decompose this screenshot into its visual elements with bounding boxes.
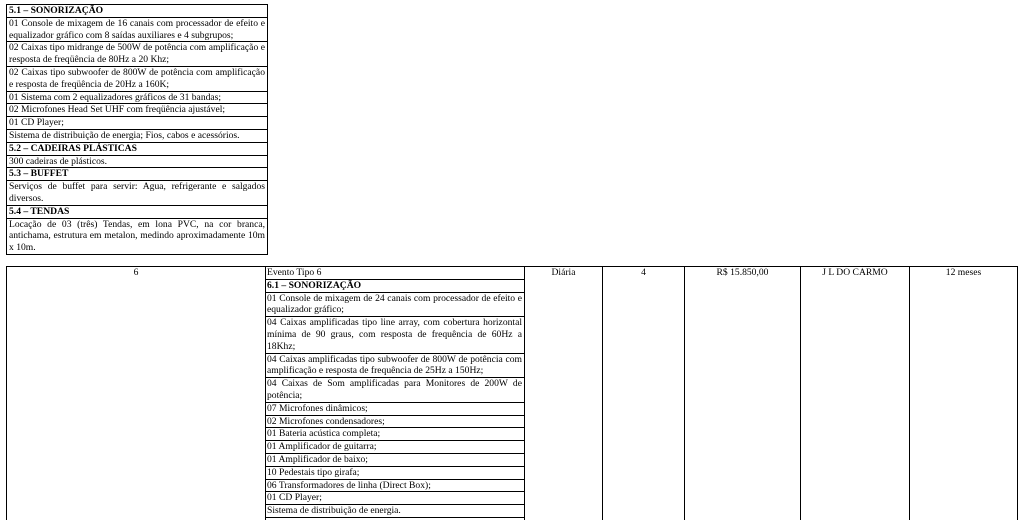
table-left-border [6, 266, 7, 520]
event6-description-block [265, 267, 524, 518]
description-line: Evento Tipo 6 [265, 267, 524, 280]
description-line: 01 Amplificador de baixo; [265, 454, 524, 467]
description-line: 04 Caixas de Som amplificadas para Monitores de 200W de potência; [267, 378, 522, 401]
description-line: Sistema de distribuição de energia. [265, 505, 524, 518]
row6-term: 12 meses [945, 267, 982, 278]
description-line: 01 Bateria acústica completa; [265, 428, 524, 441]
col-divider-6 [909, 266, 910, 520]
description-line: 01 Console de mixagem de 24 canais com processador de efeito e equalizador gráfico; [267, 292, 522, 316]
col-divider-3 [602, 266, 603, 520]
col-divider-2 [524, 266, 525, 520]
section-heading: 5.4 – TENDAS [7, 206, 267, 219]
description-line: 01 CD Player; [7, 117, 267, 130]
table-right-border [1017, 266, 1018, 520]
row6-price: R$ 15.850,00 [716, 267, 769, 278]
description-line: 07 Microfones dinâmicos; [265, 403, 524, 416]
description-line: 10 Pedestais tipo girafa; [265, 467, 524, 480]
description-line: 04 Caixas amplificadas tipo subwoofer de 800W de potência com amplificação e resposta de frequência de 25Hz a 150Hz; [267, 353, 522, 377]
row6-company: J L DO CARMO [822, 267, 888, 278]
description-line: 02 Microfones Head Set UHF com freqüência ajustável; [7, 104, 267, 117]
col-divider-4 [684, 266, 685, 520]
row6-item-number: 6 [133, 267, 139, 278]
description-line: Locação de 03 (três) Tendas, em lona PVC, na cor branca, antichama, estrutura em metalon, medindo aproximadamente 10m x 10m. [9, 218, 265, 254]
row6-unit: Diária [551, 267, 576, 278]
description-line: 04 Caixas amplificadas tipo line array, com cobertura horizontal mínima de 90 graus, com resposta de frequência de 60Hz a 18Khz; [267, 317, 522, 352]
description-line: Sistema de distribuição de energia; Fios, cabos e acessórios. [7, 130, 267, 143]
col-divider-5 [800, 266, 801, 520]
section-heading: 5.3 – BUFFET [7, 168, 267, 181]
description-line: Serviços de buffet para servir: Agua, refrigerante e salgados diversos. [9, 181, 265, 204]
description-line: 300 cadeiras de plásticos. [7, 156, 267, 169]
section-heading: 6.1 – SONORIZAÇÃO [265, 280, 524, 293]
description-line: 01 Amplificador de guitarra; [265, 441, 524, 454]
section-heading: 5.1 – SONORIZAÇÃO [7, 4, 267, 18]
description-line: 06 Transformadores de linha (Direct Box); [265, 480, 524, 493]
description-line: 01 CD Player; [265, 492, 524, 505]
row6-quantity: 4 [641, 267, 646, 278]
description-line: 02 Caixas tipo subwoofer de 800W de potência com amplificação e resposta de freqüência de 20Hz a 160K; [9, 66, 265, 90]
description-line: 02 Microfones condensadores; [265, 416, 524, 429]
item5-description-block [6, 4, 268, 255]
description-line: 01 Sistema com 2 equalizadores gráficos de 31 bandas; [7, 92, 267, 105]
description-line: 02 Caixas tipo midrange de 500W de potência com amplificação e resposta de freqüência de 80Hz a 20 Khz; [9, 42, 265, 66]
section-heading: 5.2 – CADEIRAS PLÁSTICAS [7, 143, 267, 156]
description-line: 01 Console de mixagem de 16 canais com processador de efeito e equalizador gráfico com 8 saídas auxiliares e 4 subgrupos; [9, 17, 265, 41]
